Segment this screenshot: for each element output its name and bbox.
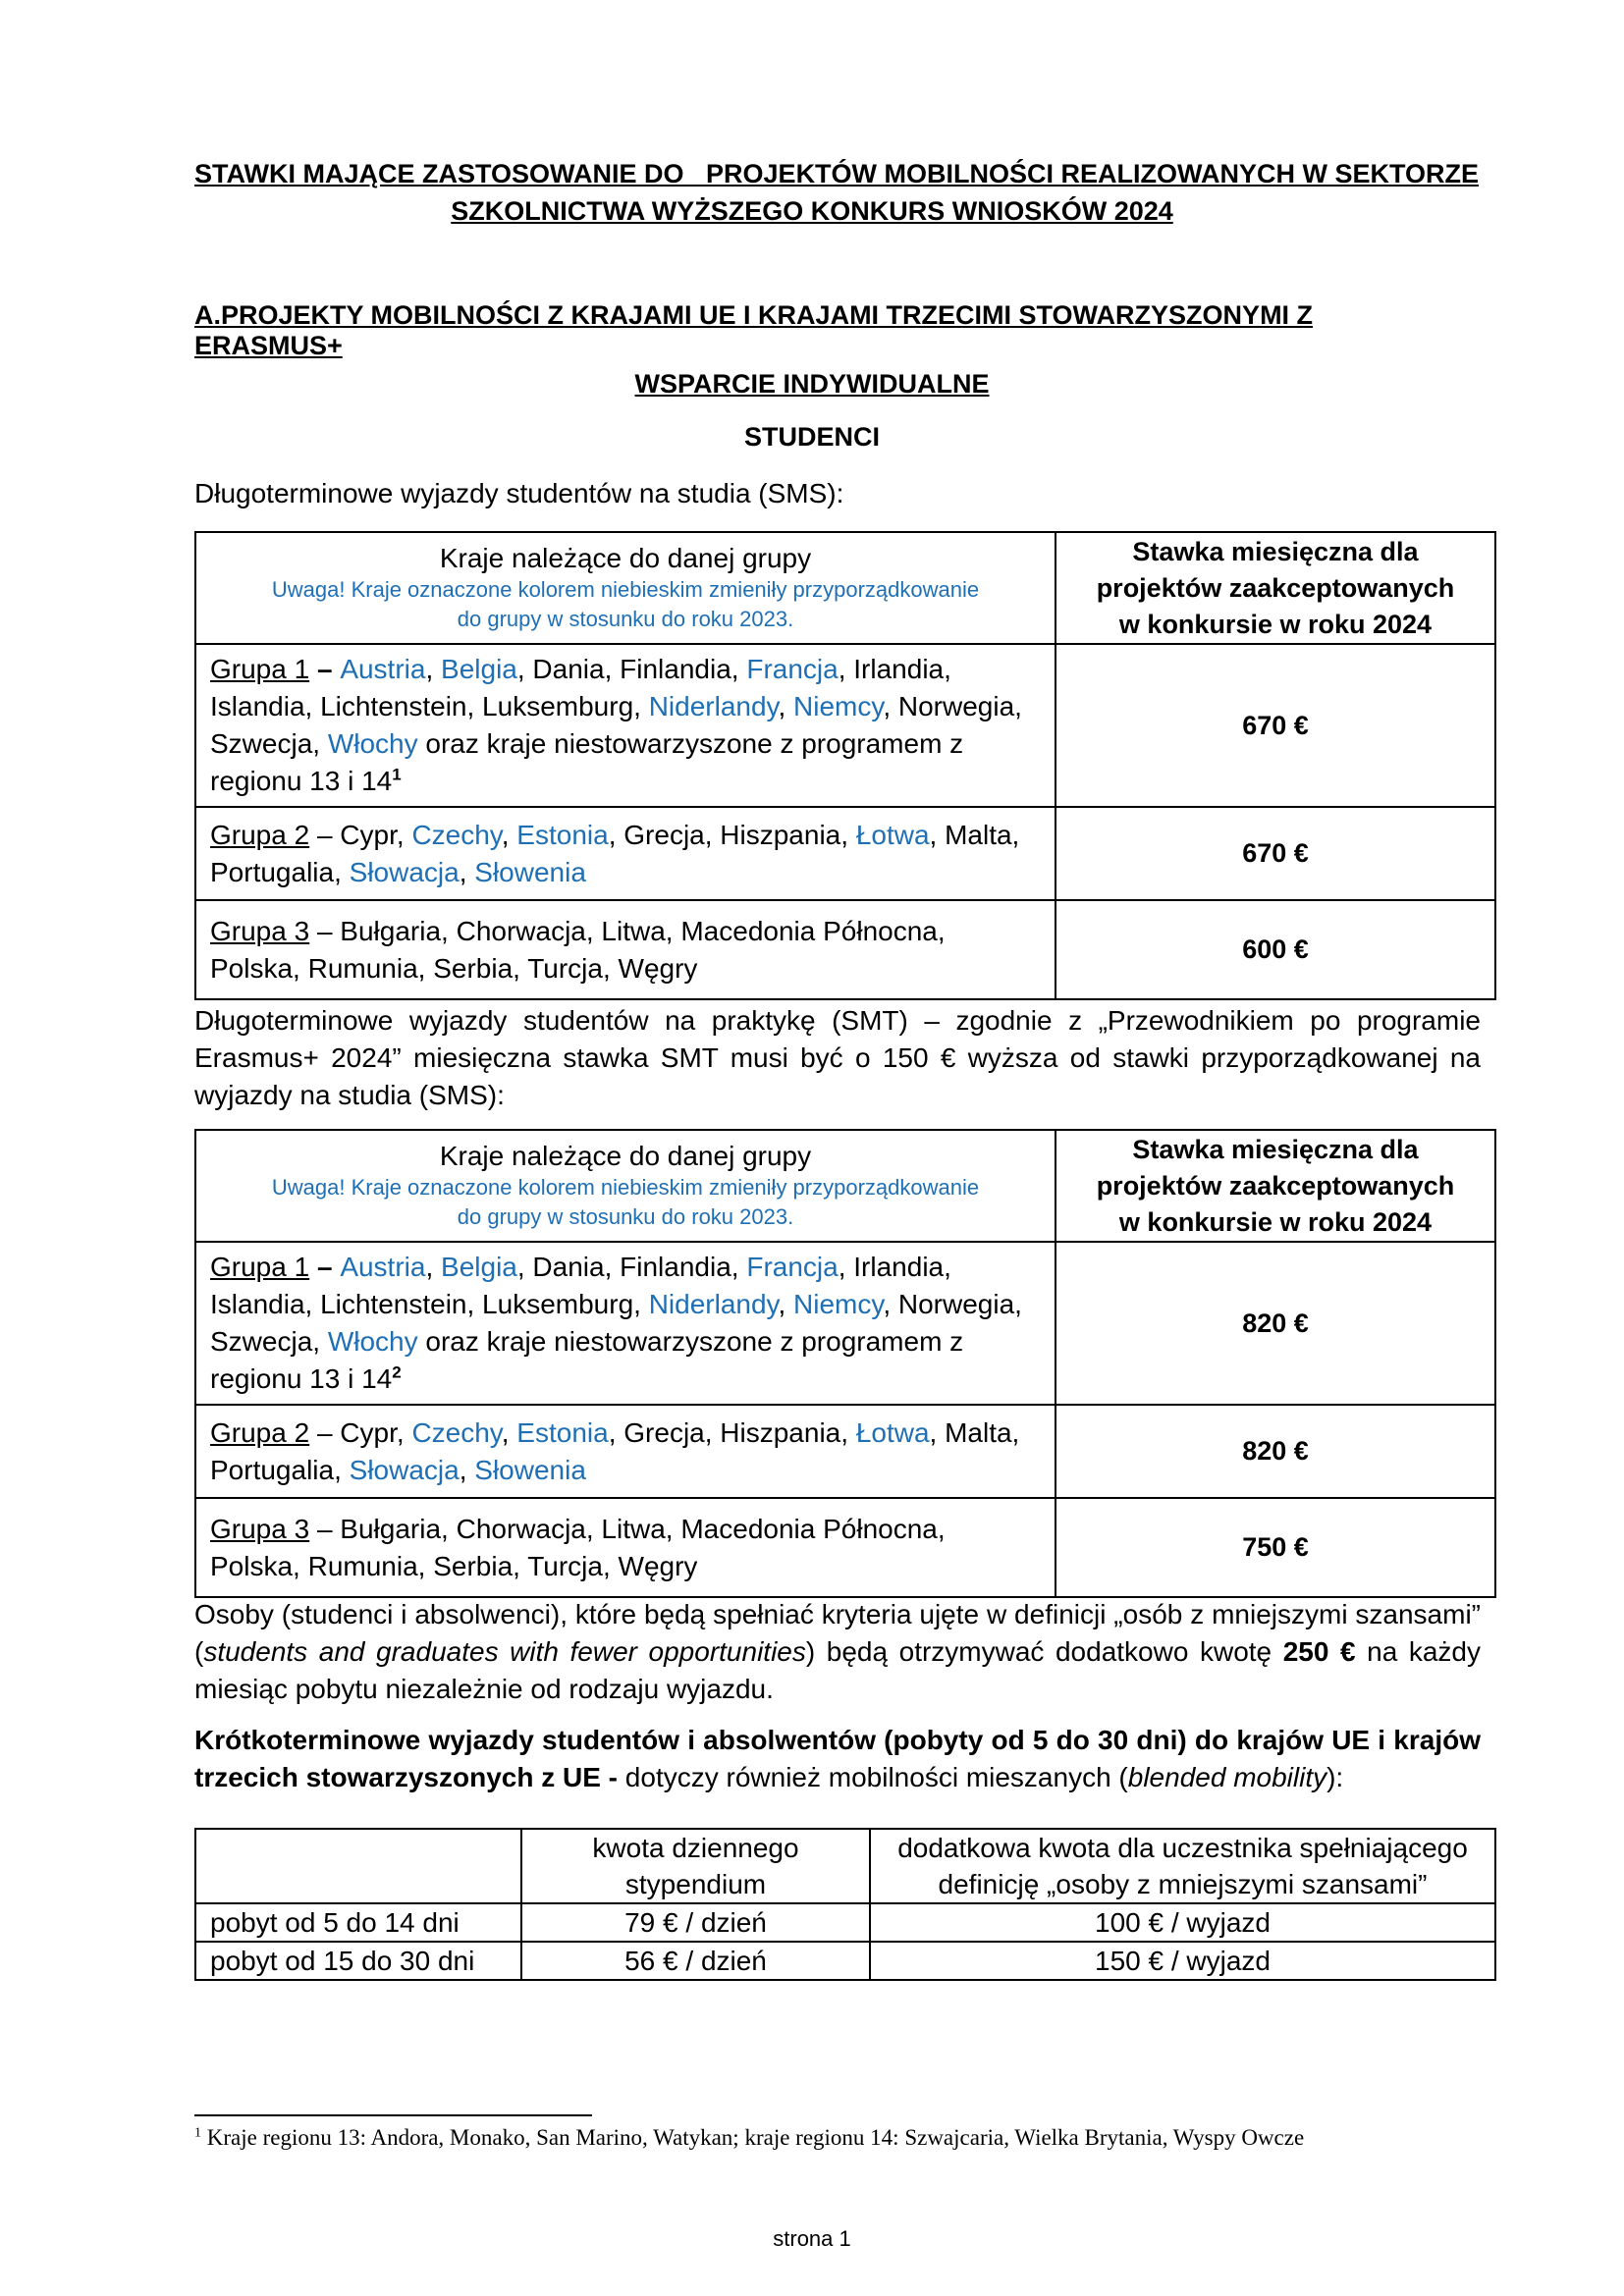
color-note: Uwaga! Kraje oznaczone kolorem niebieskim zmieniły przyporządkowanie do grupy w stosunku do roku 2023. (271, 1175, 980, 1229)
rate-header: Stawka miesięczna dla projektów zaakceptowanych w konkursie w roku 2024 (1056, 1130, 1495, 1242)
title-line-1: STAWKI MAJĄCE ZASTOSOWANIE DO PROJEKTÓW MOBILNOŚCI REALIZOWANYCH W SEKTORZE (194, 159, 1480, 188)
page-number: strona 1 (773, 2226, 851, 2251)
group-2-label: Grupa 2 (210, 1416, 310, 1448)
footnote-separator (194, 2114, 592, 2116)
footnote: $^1$ Kraje regionu 13: Andora, Monako, San Marino, Watykan; kraje regionu 14: Szwajcaria, Wielka Brytania, Wyspy Owcze (194, 2125, 1305, 2150)
section-a-heading: A.PROJEKTY MOBILNOŚCI Z KRAJAMI UE I KRAJAMI TRZECIMI STOWARZYSZONYMI Z ERASMUS+ (194, 300, 1314, 360)
group-1-rate: 670 € (1056, 644, 1495, 807)
table-row-group-3 (195, 1498, 1495, 1597)
table-row-group-2 (195, 1405, 1495, 1498)
group-3-rate: 750 € (1056, 1498, 1495, 1597)
stay-length: pobyt od 5 do 14 dni (195, 1903, 521, 1942)
extra-amount: 100 € / wyjazd (870, 1903, 1495, 1942)
group-2-rate: 820 € (1056, 1405, 1495, 1498)
document-title (194, 155, 1480, 230)
group-2-countries: Grupa 2 – Cypr, Czechy, Estonia, Grecja, Hiszpania, Łotwa, Malta, Portugalia, Słowacja, Słowenia (195, 1405, 1056, 1498)
group-3-rate: 600 € (1056, 900, 1495, 999)
color-note: Uwaga! Kraje oznaczone kolorem niebieskim zmieniły przyporządkowanie do grupy w stosunku do roku 2023. (271, 577, 980, 631)
countries-header-label: Kraje należące do danej grupy (439, 1141, 812, 1171)
group-1-rate: 820 € (1056, 1242, 1495, 1405)
table-row (195, 1942, 1495, 1980)
sms-rates-table (194, 531, 1496, 1000)
rate-header: Stawka miesięczna dla projektów zaakceptowanych w konkursie w roku 2024 (1056, 532, 1495, 644)
table-row-group-1 (195, 644, 1495, 807)
daily-amount: 56 € / dzień (521, 1942, 870, 1980)
group-1-label: Grupa 1 (210, 654, 310, 684)
countries-header (195, 1130, 1056, 1242)
group-1-countries: Grupa 1 – Austria, Belgia, Dania, Finlandia, Francja, Irlandia, Islandia, Lichtenstein, Luksemburg, Niderlandy, Niemcy, Norwegia, Szwecja, Włochy oraz kraje niestowarzyszone z programem z regionu 13 i $14^1$ (195, 644, 1056, 807)
fewer-opportunities-paragraph: Osoby (studenci i absolwenci), które będą spełniać kryteria ujęte w definicji „osób z mniejszymi szansami” (students and graduates with fewer opportunities) będą otrzymywać dodatkowo kwotę 250 € na każdy miesiąc pobytu niezależnie od rodzaju wyjazdu. (194, 1599, 1481, 1704)
table-row-group-3 (195, 900, 1495, 999)
group-3-countries: Grupa 3 – Bułgaria, Chorwacja, Litwa, Macedonia Północna, Polska, Rumunia, Serbia, Turcja, Węgry (195, 900, 1056, 999)
students-heading: STUDENCI (743, 422, 880, 452)
table-header-row (195, 532, 1495, 644)
extra-amount-header: dodatkowa kwota dla uczestnika spełniającego definicję „osoby z mniejszymi szansami” (870, 1829, 1495, 1903)
smt-rates-table (194, 1129, 1496, 1598)
table-header-row (195, 1829, 1495, 1903)
group-1-label: Grupa 1 (210, 1252, 310, 1282)
group-2-rate: 670 € (1056, 807, 1495, 900)
smt-intro: Długoterminowe wyjazdy studentów na praktykę (SMT) – zgodnie z „Przewodnikiem po programie Erasmus+ 2024” miesięczna stawka SMT musi być o 150 € wyższa od stawki przyporządkowanej na wyjazdy na studia (SMS): (194, 1005, 1481, 1110)
extra-amount: 150 € / wyjazd (870, 1942, 1495, 1980)
group-2-countries: Grupa 2 – Cypr, Czechy, Estonia, Grecja, Hiszpania, Łotwa, Malta, Portugalia, Słowacja, Słowenia (195, 807, 1056, 900)
table-row-group-1 (195, 1242, 1495, 1405)
table-row (195, 1903, 1495, 1942)
title-line-2: SZKOLNICTWA WYŻSZEGO KONKURS WNIOSKÓW 2024 (451, 196, 1173, 226)
footnote-ref-1: 1 (392, 765, 402, 784)
sms-intro: Długoterminowe wyjazdy studentów na studia (SMS): (194, 478, 844, 508)
stay-length: pobyt od 15 do 30 dni (195, 1942, 521, 1980)
extra-amount: 250 € (1282, 1636, 1356, 1667)
daily-amount: 79 € / dzień (521, 1903, 870, 1942)
group-3-label: Grupa 3 (210, 1513, 310, 1544)
countries-header (195, 532, 1056, 644)
short-term-table (194, 1828, 1496, 1981)
group-3-label: Grupa 3 (210, 915, 310, 946)
support-heading: WSPARCIE INDYWIDUALNE (634, 369, 990, 399)
table-row-group-2 (195, 807, 1495, 900)
empty-header-cell (195, 1829, 521, 1903)
short-term-paragraph: Krótkoterminowe wyjazdy studentów i absolwentów (pobyty od 5 do 30 dni) do krajów UE i krajów trzecich stowarzyszonych z UE - dotyczy również mobilności mieszanych (blended mobility): (194, 1725, 1481, 1792)
countries-header-label: Kraje należące do danej grupy (439, 543, 812, 573)
daily-amount-header: kwota dziennego stypendium (521, 1829, 870, 1903)
group-2-label: Grupa 2 (210, 819, 310, 850)
footnote-ref-2: 2 (392, 1362, 402, 1382)
table-header-row (195, 1130, 1495, 1242)
group-3-countries: Grupa 3 – Bułgaria, Chorwacja, Litwa, Macedonia Północna, Polska, Rumunia, Serbia, Turcja, Węgry (195, 1498, 1056, 1597)
group-1-countries: Grupa 1 – Austria, Belgia, Dania, Finlandia, Francja, Irlandia, Islandia, Lichtenstein, Luksemburg, Niderlandy, Niemcy, Norwegia, Szwecja, Włochy oraz kraje niestowarzyszone z programem z regionu 13 i $14^2$ (195, 1242, 1056, 1405)
